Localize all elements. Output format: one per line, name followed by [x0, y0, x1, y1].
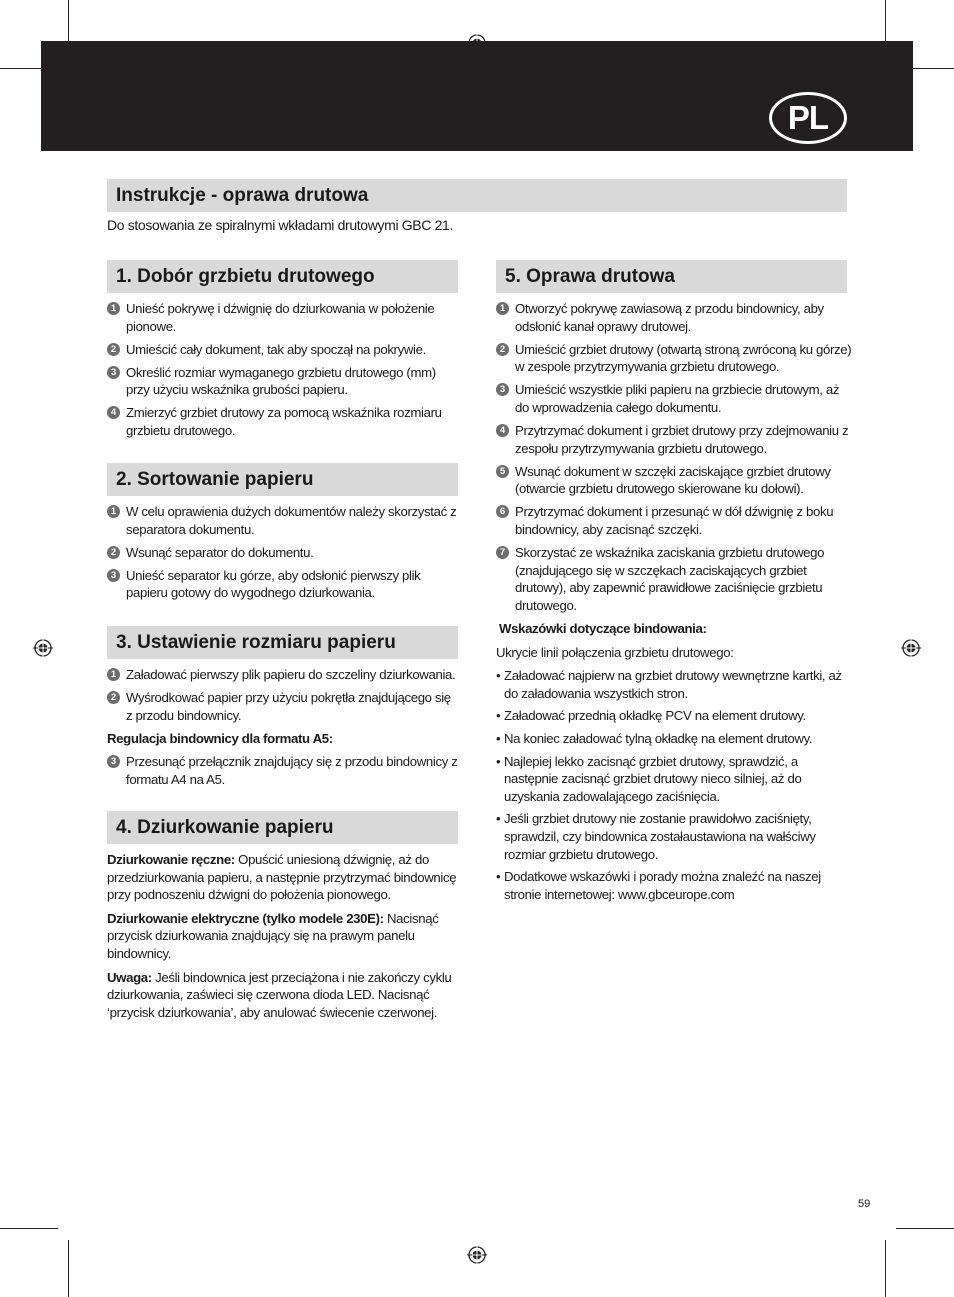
list-item: 2 Umieścić cały dokument, tak aby spoczął na pokrywie. — [107, 341, 459, 359]
step-number-icon: 3 — [107, 755, 120, 768]
paragraph: Dziurkowanie elektryczne (tylko modele 230E): Nacisnąć przycisk dziurkowania znajdujący się na prawym panelu bindownicy. — [107, 910, 439, 961]
crop-mark — [896, 1228, 954, 1229]
step-number-icon: 3 — [496, 383, 509, 396]
bullet-icon: • — [496, 730, 501, 746]
bullet-icon: • — [496, 668, 501, 684]
step-number-icon: 1 — [496, 302, 509, 315]
step-number-icon: 3 — [107, 366, 120, 379]
list-item: 5 Wsunąć dokument w szczęki zaciskające grzbiet drutowy (otwarcie grzbietu drutowego skierowane ku dołowi). — [496, 463, 852, 498]
step-number-icon: 4 — [496, 424, 509, 437]
list-item: 3 Umieścić wszystkie pliki papieru na grzbiecie drutowym, aż do wprowadzenia całego dokumentu. — [496, 381, 852, 416]
step-number-icon: 2 — [107, 546, 120, 559]
tips-heading: Wskazówki dotyczące bindowania: — [499, 621, 707, 636]
list-item: 3 Unieść separator ku górze, aby odsłonić pierwszy plik papieru gotowy do wygodnego dziurkowania. — [107, 567, 459, 602]
section-4-body — [107, 851, 459, 1027]
list-item: 2 Umieścić grzbiet drutowy (otwartą stroną zwróconą ku górze) w zespole przytrzymywania grzbietu drutowego. — [496, 341, 852, 376]
step-number-icon: 1 — [107, 302, 120, 315]
step-number-icon: 1 — [107, 505, 120, 518]
bullet-icon: • — [496, 753, 501, 769]
list-item: • Jeśli grzbiet drutowy nie zostanie prawidołwo zaciśnięty, sprawdzil, czy bindownica zostałaustawiona na wałściwy rozmiar grzbietu drutowego. — [496, 811, 816, 862]
section-heading-paper-sorting: 2. Sortowanie papieru — [107, 463, 458, 496]
step-number-icon: 1 — [107, 668, 120, 681]
step-number-icon: 6 — [496, 505, 509, 518]
section-2-body — [107, 503, 459, 607]
list-item: 3 Określić rozmiar wymaganego grzbietu drutowego (mm) przy użyciu wskaźnika grubości papieru. — [107, 364, 459, 399]
step-number-icon: 7 — [496, 546, 509, 559]
page-title: Instrukcje - oprawa drutowa — [107, 179, 847, 212]
list-item: 1 W celu oprawienia dużych dokumentów należy skorzystać z separatora dokumentu. — [107, 503, 459, 538]
list-item: 1 Załadować pierwszy plik papieru do szczeliny dziurkowania. — [107, 666, 459, 684]
list-item: 1 Otworzyć pokrywę zawiasową z przodu bindownicy, aby odsłonić kanał oprawy drutowej. — [496, 300, 852, 335]
step-number-icon: 5 — [496, 465, 509, 478]
list-item: • Najlepiej lekko zacisnąć grzbiet drutowy, sprawdzić, a następnie zacisnąć grzbiet drutowy nieco silniej, aż do uzyskania zadowalającego zaciśnięcia. — [496, 753, 802, 804]
crop-mark — [885, 1240, 886, 1297]
list-item: • Dodatkowe wskazówki i porady można znaleźć na naszej stronie internetowej: www.gbceurope.com — [496, 869, 821, 902]
registration-mark-icon — [33, 638, 53, 658]
step-number-icon: 2 — [107, 691, 120, 704]
list-item: • Na koniec załadować tylną okładkę na element drutowy. — [496, 730, 813, 746]
crop-mark — [68, 1240, 69, 1297]
list-item: • Załadować przednią okładkę PCV na element drutowy. — [496, 708, 806, 724]
list-item: 6 Przytrzymać dokument i przesunąć w dół dźwignię z boku bindownicy, aby zacisnąć szczęki. — [496, 503, 852, 538]
section-heading-paper-size: 3. Ustawienie rozmiaru papieru — [107, 626, 458, 659]
step-number-icon: 2 — [107, 343, 120, 356]
bullet-icon: • — [496, 869, 501, 885]
step-number-icon: 2 — [496, 343, 509, 356]
section-5-body — [496, 300, 852, 908]
bullet-icon: • — [496, 708, 501, 724]
section-heading-punching: 4. Dziurkowanie papieru — [107, 811, 458, 844]
section-3-body — [107, 666, 459, 794]
intro-text: Do stosowania ze spiralnymi wkładami drutowymi GBC 21. — [107, 217, 454, 233]
list-item: 1 Unieść pokrywę i dźwignię do dziurkowania w położenie pionowe. — [107, 300, 459, 335]
list-item: 4 Przytrzymać dokument i grzbiet drutowy przy zdejmowaniu z zespołu przytrzymywania grzbietu drutowego. — [496, 422, 852, 457]
language-badge: PL — [769, 92, 847, 144]
list-item: 2 Wyśrodkować papier przy użyciu pokrętła znajdującego się z przodu bindownicy. — [107, 689, 459, 724]
registration-mark-icon — [467, 1245, 487, 1265]
registration-mark-icon — [901, 638, 921, 658]
list-item: • Załadować najpierw na grzbiet drutowy wewnętrzne kartki, aż do załadowania wszystkich stron. — [496, 668, 842, 701]
page-number: 59 — [858, 1198, 871, 1210]
list-item: 7 Skorzystać ze wskaźnika zaciskania grzbietu drutowego (znajdującego się w szczękach zaciskających grzbiet drutowy), aby zapewnić prawidłowe zaciśnięcie grzbietu drutowego. — [496, 544, 852, 614]
section-heading-wire-binding: 5. Oprawa drutowa — [496, 260, 847, 293]
section-1-body — [107, 300, 459, 445]
paragraph: Uwaga: Jeśli bindownica jest przeciążona i nie zakończy cyklu dziurkowania, zaświeci się czerwona dioda LED. Nacisnąć ‘przycisk dziurkowania’, aby anulować świecenie czerwonej. — [107, 969, 452, 1020]
tips-intro: Ukrycie linii połączenia grzbietu drutowego: — [496, 644, 734, 660]
crop-mark — [0, 1228, 58, 1229]
list-item: 2 Wsunąć separator do dokumentu. — [107, 544, 459, 562]
step-number-icon: 4 — [107, 406, 120, 419]
list-item: 4 Zmierzyć grzbiet drutowy za pomocą wskaźnika rozmiaru grzbietu drutowego. — [107, 404, 459, 439]
sub-heading: Regulacja bindownicy dla formatu A5: — [107, 730, 333, 746]
section-heading-wire-selection: 1. Dobór grzbietu drutowego — [107, 260, 458, 293]
paragraph: Dziurkowanie ręczne: Opuścić uniesioną dźwignię, aż do przedziurkowania papieru, a następnie przytrzymać bindownicę przy podnoszeniu dźwigni do położenia pionowego. — [107, 852, 457, 903]
step-number-icon: 3 — [107, 569, 120, 582]
bullet-icon: • — [496, 811, 501, 827]
list-item: 3 Przesunąć przełącznik znajdujący się z przodu bindownicy z formatu A4 na A5. — [107, 753, 459, 788]
